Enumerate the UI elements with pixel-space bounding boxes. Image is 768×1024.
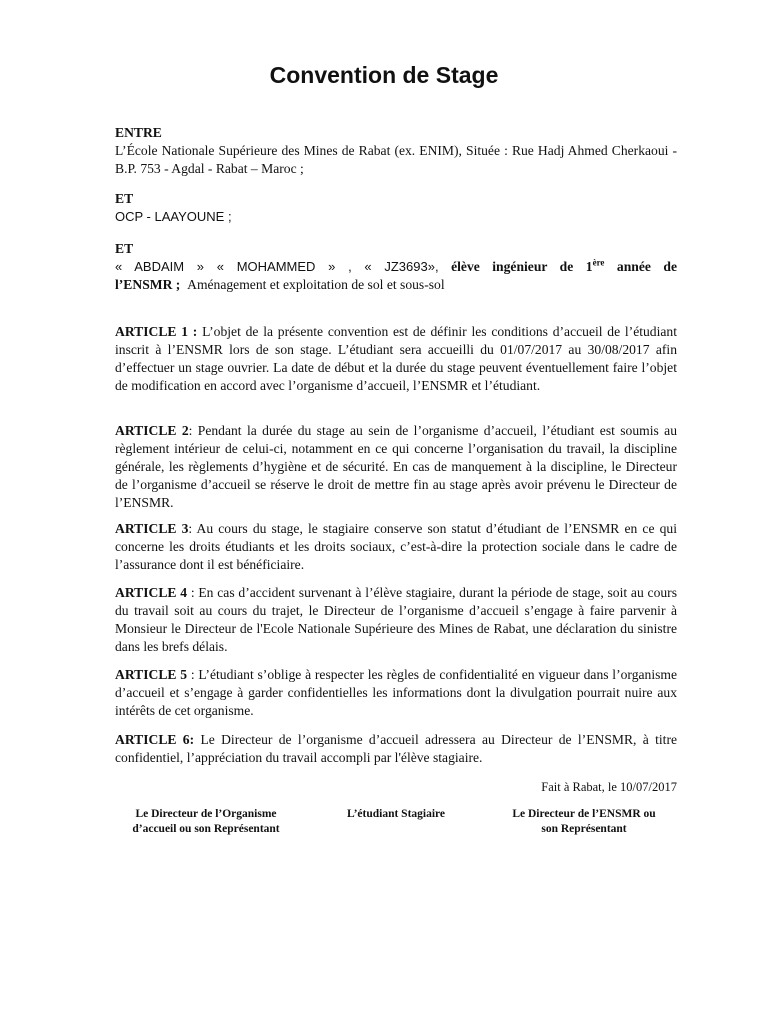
article-2 [115, 422, 677, 512]
article-3 [115, 520, 677, 574]
article-label: ARTICLE 4 [115, 585, 188, 600]
et-label-2: ET [115, 241, 134, 256]
article-5 [115, 666, 677, 720]
signature-host-director [118, 807, 294, 837]
school-text: L’École Nationale Supérieure des Mines de Rabat (ex. ENIM), Située : Rue Hadj Ahmed Cherkaoui - B.P. 753 - Agdal - Rabat – Maroc ; [115, 143, 677, 176]
signature-student [322, 807, 470, 822]
student-status-end-1: année de [616, 259, 678, 274]
student-line [115, 258, 677, 276]
signature-label-line-2: son Représentant [541, 823, 627, 835]
student-line-2 [115, 276, 677, 294]
signature-label-line-1: Le Directeur de l’Organisme [135, 808, 277, 820]
signature-ensmr-director [494, 807, 674, 837]
article-text: Le Directeur de l’organisme d’accueil adressera au Directeur de l’ENSMR, à titre confidentiel, l’appréciation du travail accompli par l'élève stagiaire. [115, 732, 678, 765]
article-label: ARTICLE 2 [115, 423, 189, 438]
article-text: : Au cours du stage, le stagiaire conserve son statut d’étudiant de l’ENSMR en ce qui concerne les droits étudiants et les droits sociaux, c’est-à-dire la protection sociale dans le cadre de l’assurance dont il est bénéficiaire. [115, 521, 677, 572]
signature-label-line-1: Le Directeur de l’ENSMR ou [512, 808, 656, 820]
date-line: Fait à Rabat, le 10/07/2017 [541, 780, 677, 794]
student-name: « ABDAIM » « MOHAMMED » , « JZ3693», [115, 259, 439, 274]
et-label-1: ET [115, 191, 134, 206]
student-field: Aménagement et exploitation de sol et sous-sol [187, 277, 445, 292]
party-student [115, 240, 677, 294]
article-text: L’objet de la présente convention est de définir les conditions d’accueil de l’étudiant inscrit à l’ENSMR lors de son stage. L’étudiant sera accueilli du 01/07/2017 au 30/08/2017 afin d’effectuer un stage ouvrier. La date de début et la durée du stage peuvent éventuellement faire l’objet de modification en accord avec l’organisme d’accueil, l’ENSMR et l’étudiant. [115, 324, 677, 393]
article-text: : Pendant la durée du stage au sein de l’organisme d’accueil, l’étudiant est soumis au règlement intérieur de celui-ci, notamment en ce qui concerne l’organisation du travail, la discipline générale, les règlements d’hygiène et de sécurité. En cas de manquement à la discipline, le Directeur de l’organisme d’accueil se réserve le droit de mettre fin au stage après avoir prévenu le Directeur de l’ENSMR. [115, 423, 677, 510]
article-label: ARTICLE 5 [115, 667, 188, 682]
student-status-sup: ère [592, 257, 605, 268]
party-company [115, 190, 677, 226]
student-status-end-2: l’ENSMR ; [115, 277, 181, 292]
article-label: ARTICLE 1 : [115, 324, 198, 339]
company-text: OCP - LAAYOUNE ; [115, 209, 232, 224]
article-4 [115, 584, 677, 656]
signature-label-line-2: d’accueil ou son Représentant [132, 823, 280, 835]
signature-label: L’étudiant Stagiaire [346, 808, 446, 820]
entre-label: ENTRE [115, 125, 162, 140]
document-title: Convention de Stage [269, 62, 499, 88]
article-text: : En cas d’accident survenant à l’élève stagiaire, durant la période de stage, soit au cours du travail soit au cours du trajet, le Directeur de l’organisme d’accueil s’engage à faire parvenir à Monsieur le Directeur de l'Ecole Nationale Supérieure des Mines de Rabat, une déclaration du sinistre dans les brefs délais. [115, 585, 677, 654]
article-text: : L’étudiant s’oblige à respecter les règles de confidentialité en vigueur dans l’organisme d’accueil et s’engage à garder confidentielles les informations dont la divulgation pourrait nuire aux intérêts de cet organisme. [115, 667, 677, 718]
article-1 [115, 323, 677, 395]
article-label: ARTICLE 3 [115, 521, 189, 536]
party-school [115, 124, 677, 178]
article-label: ARTICLE 6: [115, 732, 195, 747]
article-6 [115, 731, 677, 767]
student-status: élève ingénieur de 1 [451, 259, 593, 274]
